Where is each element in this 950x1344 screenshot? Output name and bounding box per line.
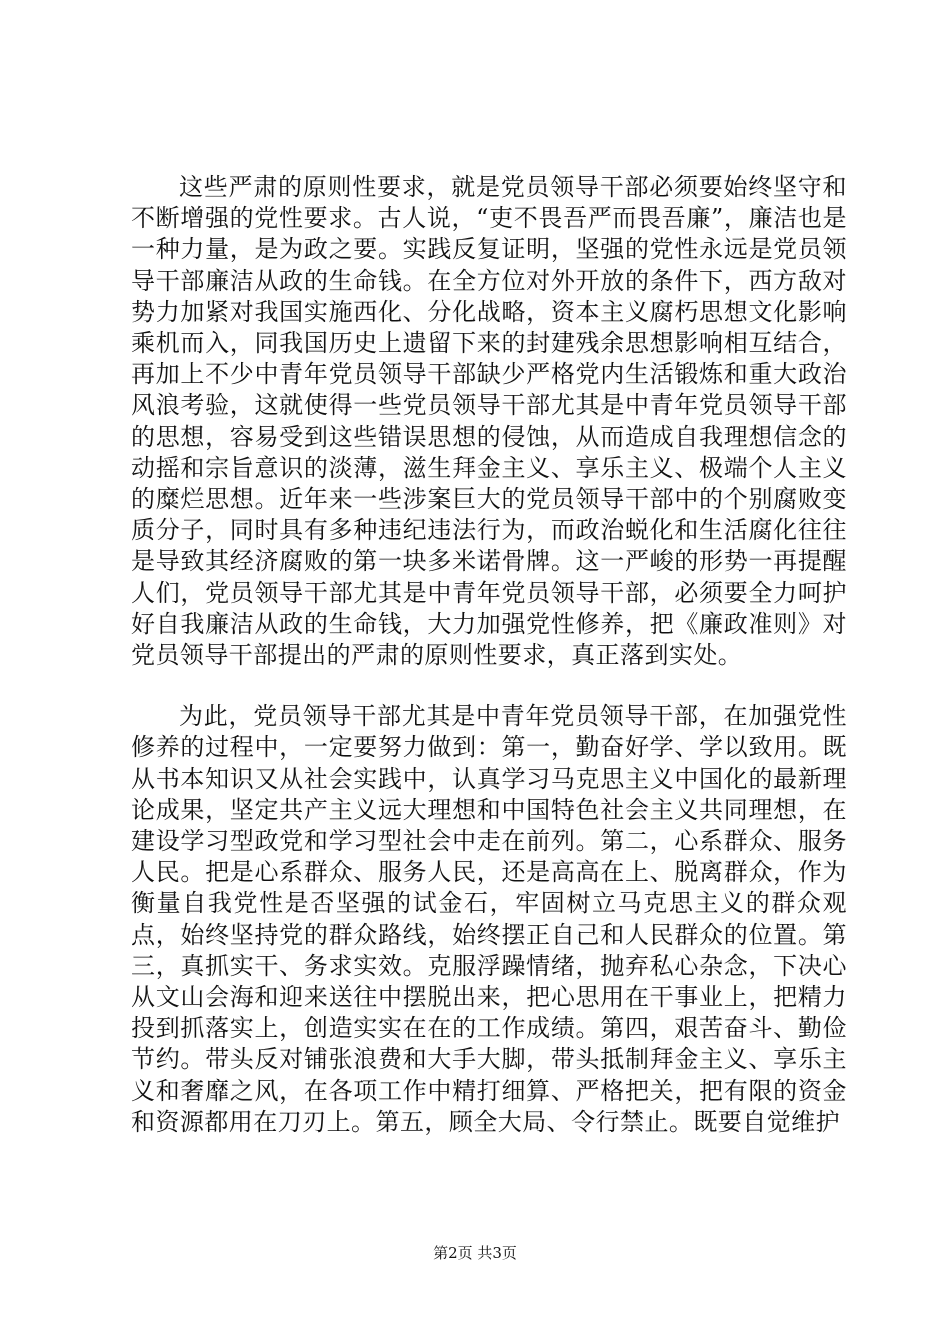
document-body (131, 172, 847, 1138)
paragraph-2: 为此，党员领导干部尤其是中青年党员领导干部，在加强党性修养的过程中，一定要努力做到：第一，勤奋好学、学以致用。既从书本知识又从社会实践中，认真学习马克思主义中国化的最新理论成果，坚定共产主义远大理想和中国特色社会主义共同理想，在建设学习型政党和学习型社会中走在前列。第二，心系群众、服务人民。把是心系群众、服务人民，还是高高在上、脱离群众，作为衡量自我党性是否坚强的试金石，牢固树立马克思主义的群众观点，始终坚持党的群众路线，始终摆正自己和人民群众的位置。第三，真抓实干、务求实效。克服浮躁情绪，抛弃私心杂念，下决心从文山会海和迎来送往中摆脱出来，把心思用在干事业上，把精力投到抓落实上，创造实实在在的工作成绩。第四，艰苦奋斗、勤俭节约。带头反对铺张浪费和大手大脚，带头抵制拜金主义、享乐主义和奢靡之风，在各项工作中精打细算、严格把关，把有限的资金和资源都用在刀刃上。第五，顾全大局、令行禁止。既要自觉维护 (131, 702, 847, 1136)
paragraph-1: 这些严肃的原则性要求，就是党员领导干部必须要始终坚守和不断增强的党性要求。古人说，“吏不畏吾严而畏吾廉”，廉洁也是一种力量，是为政之要。实践反复证明，坚强的党性永远是党员领导干部廉洁从政的生命钱。在全方位对外开放的条件下，西方敌对势力加紧对我国实施西化、分化战略，资本主义腐朽思想文化影响乘机而入，同我国历史上遗留下来的封建残余思想影响相互结合，再加上不少中青年党员领导干部缺少严格党内生活锻炼和重大政治风浪考验，这就使得一些党员领导干部尤其是中青年党员领导干部的思想，容易受到这些错误思想的侵蚀，从而造成自我理想信念的动摇和宗旨意识的淡薄，滋生拜金主义、享乐主义、极端个人主义的糜烂思想。近年来一些涉案巨大的党员领导干部中的个别腐败变质分子，同时具有多种违纪违法行为，而政治蜕化和生活腐化往往是导致其经济腐败的第一块多米诺骨牌。这一严峻的形势一再提醒人们，党员领导干部尤其是中青年党员领导干部，必须要全力呵护好自我廉洁从政的生命钱，大力加强党性修养，把《廉政准则》对党员领导干部提出的严肃的原则性要求，真正落到实处。 (131, 173, 847, 670)
page-number-footer: 第2页 共3页 (433, 1244, 517, 1262)
